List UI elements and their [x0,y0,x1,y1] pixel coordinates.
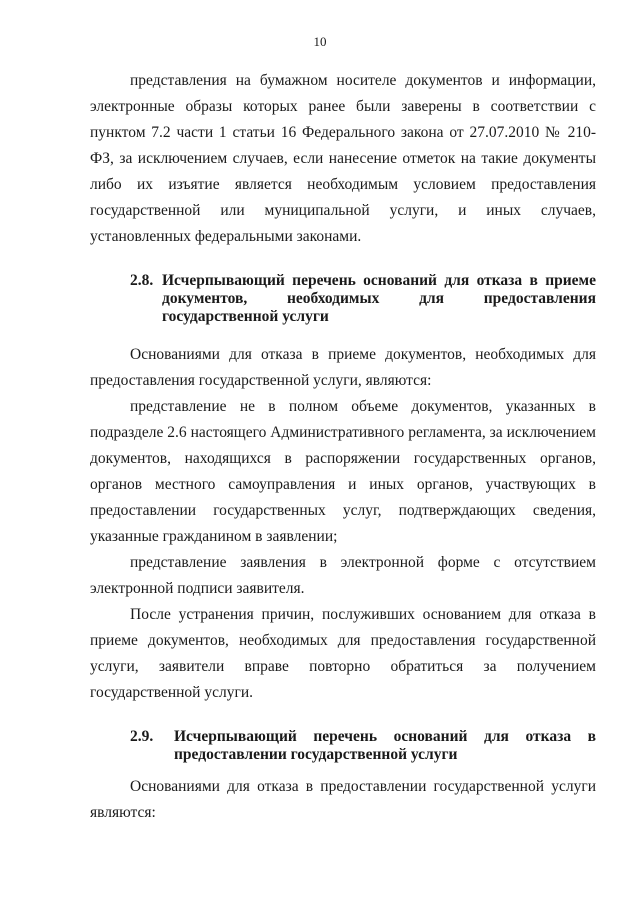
section-2-8-paragraph-1: Основаниями для отказа в приеме документов, необходимых для предоставления государственной услуги, являются: [90,346,596,389]
section-2-9-body [90,774,596,826]
section-2-8-paragraph-2: представление не в полном объеме документов, указанных в подразделе 2.6 настоящего Административного регламента, за исключением документов, находящихся в распоряжении государственных органов, органов местного самоуправления и иных органов, участвующих в предоставлении государственных услуг, подтверждающих сведения, указанные гражданином в заявлении; [90,398,596,545]
section-2-9-title: Исчерпывающий перечень оснований для отказа в предоставлении государственной услуги [174,728,596,763]
section-2-8-heading [90,272,596,326]
section-2-8-body [90,342,596,706]
section-2-8-paragraph-3: представление заявления в электронной форме с отсутствием электронной подписи заявителя. [90,554,596,597]
section-2-9-heading [90,728,596,764]
section-2-9-paragraph-1: Основаниями для отказа в предоставлении государственной услуги являются: [90,778,596,821]
section-2-8-title: Исчерпывающий перечень оснований для отказа в приеме документов, необходимых для предоставления государственной услуги [162,272,596,325]
section-2-8-number: 2.8. [130,272,154,289]
section-2-9-number: 2.9. [130,728,154,745]
section-2-8-paragraph-4: После устранения причин, послуживших основанием для отказа в приеме документов, необходимых для предоставления государственной услуги, заявители вправе повторно обратиться за получением государственной услуги. [90,606,596,701]
continuation-paragraph: представления на бумажном носителе документов и информации, электронные образы которых ранее были заверены в соответствии с пунктом 7.2 части 1 статьи 16 Федерального закона от 27.07.2010 № 210-ФЗ, за исключением случаев, если нанесение отметок на такие документы либо их изъятие является необходимым условием предоставления государственной или муниципальной услуги, и иных случаев, установленных федеральными законами. [90,72,596,245]
page-number: 10 [313,34,327,49]
continuation-paragraph-block [90,68,596,250]
